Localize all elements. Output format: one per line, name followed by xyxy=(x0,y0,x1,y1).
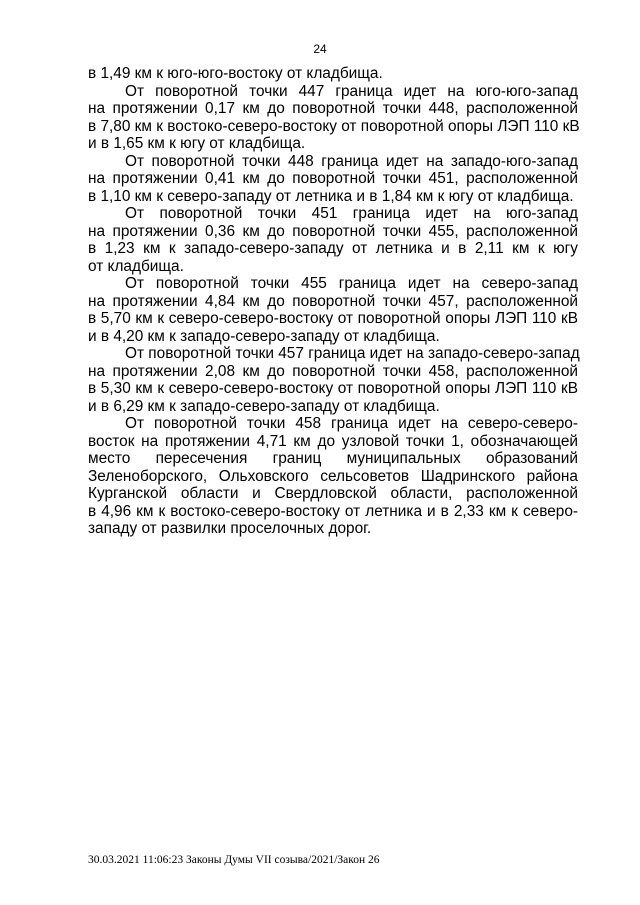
text-line: на протяжении 0,36 км до поворотной точки 455, расположенной xyxy=(88,222,578,240)
text-line: и в 6,29 км к западо-северо-западу от кладбища. xyxy=(88,397,440,415)
text-line: на протяжении 4,84 км до поворотной точки 457, расположенной xyxy=(88,292,578,310)
document-footer: 30.03.2021 11:06:23 Законы Думы VII созыва/2021/Закон 26 xyxy=(88,854,380,866)
text-line: От поворотной точки 451 граница идет на юго-запад xyxy=(125,205,578,222)
paragraph xyxy=(88,153,578,206)
text-line: на протяжении 0,41 км до поворотной точки 451, расположенной xyxy=(88,170,578,187)
text-line: в 1,23 км к западо-северо-западу от летника и в 2,11 км к югу xyxy=(88,240,578,257)
text-line: восток на протяжении 4,71 км до узловой точки 1, обозначающей xyxy=(88,432,578,450)
document-body xyxy=(88,65,578,538)
text-line: От поворотной точки 458 граница идет на северо-северо- xyxy=(125,415,578,432)
text-line: в 1,49 км к юго-юго-востоку от кладбища. xyxy=(88,65,383,82)
text-line: От поворотной точки 447 граница идет на юго-юго-запад xyxy=(125,82,578,100)
paragraph xyxy=(88,65,578,83)
text-line: в 5,70 км к северо-северо-востоку от поворотной опоры ЛЭП 110 кВ xyxy=(88,310,578,327)
text-line: Зеленоборского, Ольховского сельсоветов Шадринского района xyxy=(88,467,578,485)
text-line: и в 1,65 км к югу от кладбища. xyxy=(88,135,306,152)
paragraph xyxy=(88,415,578,538)
paragraph xyxy=(88,205,578,275)
text-line: на протяжении 0,17 км до поворотной точки 448, расположенной xyxy=(88,100,578,117)
text-line: в 1,10 км к северо-западу от летника и в 1,84 км к югу от кладбища. xyxy=(88,187,574,205)
text-line: и в 4,20 км к западо-северо-западу от кладбища. xyxy=(88,327,440,345)
text-line: на протяжении 2,08 км до поворотной точки 458, расположенной xyxy=(88,362,578,380)
text-line: в 4,96 км к востоко-северо-востоку от летника и в 2,33 км к северо- xyxy=(88,502,578,520)
paragraph xyxy=(88,83,578,153)
text-line: в 5,30 км к северо-северо-востоку от поворотной опоры ЛЭП 110 кВ xyxy=(88,380,578,397)
text-line: Курганской области и Свердловской области, расположенной xyxy=(88,485,578,502)
text-line: От поворотной точки 455 граница идет на северо-запад xyxy=(125,275,578,292)
paragraph xyxy=(88,275,578,345)
text-line: западу от развилки проселочных дорог. xyxy=(88,520,372,537)
text-line: От поворотной точки 448 граница идет на западо-юго-запад xyxy=(125,152,578,170)
paragraph xyxy=(88,345,578,415)
text-line: в 7,80 км к востоко-северо-востоку от поворотной опоры ЛЭП 110 кВ xyxy=(88,117,580,135)
page-number: 24 xyxy=(313,42,327,56)
text-line: от кладбища. xyxy=(88,257,184,275)
text-line: От поворотной точки 457 граница идет на западо-северо-запад xyxy=(125,345,580,362)
text-line: место пересечения границ муниципальных образований xyxy=(88,450,578,467)
